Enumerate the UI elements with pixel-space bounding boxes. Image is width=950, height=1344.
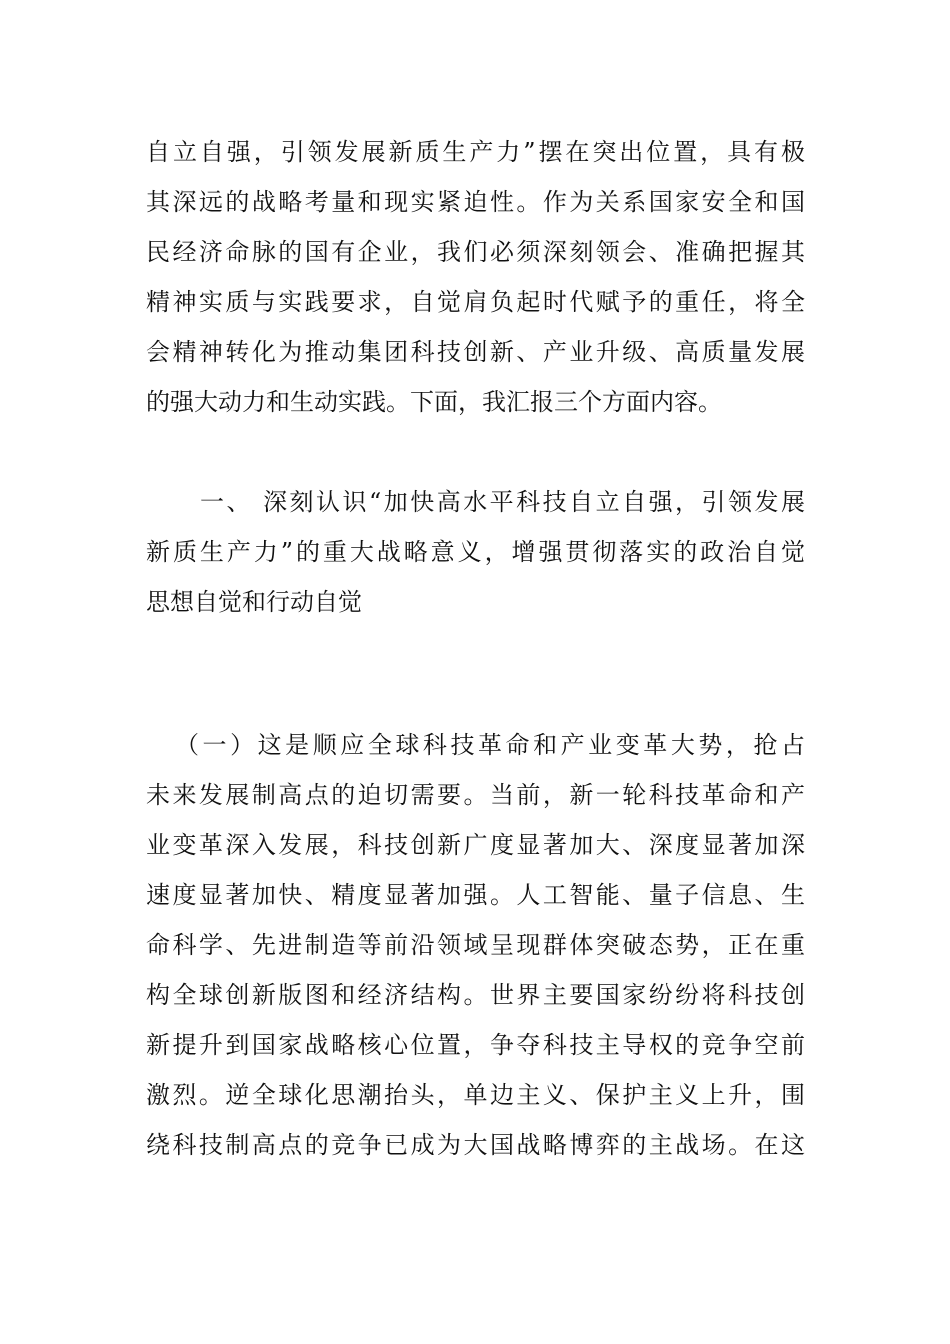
text-line: （一）这是顺应全球科技革命和产业变革大势，抢占 bbox=[175, 731, 805, 759]
text-line: 命科学、先进制造等前沿领域呈现群体突破态势，正在重 bbox=[146, 931, 805, 959]
text-line: 构全球创新版图和经济结构。世界主要国家纷纷将科技创 bbox=[146, 981, 805, 1009]
text-line: 精神实质与实践要求，自觉肩负起时代赋予的重任，将全 bbox=[146, 288, 805, 316]
text-line: 业变革深入发展，科技创新广度显著加大、深度显著加深 bbox=[146, 831, 805, 859]
text-line: 其深远的战略考量和现实紧迫性。作为关系国家安全和国 bbox=[146, 188, 805, 216]
heading-line: 思想自觉和行动自觉 bbox=[146, 588, 362, 616]
text-line: 新提升到国家战略核心位置，争夺科技主导权的竞争空前 bbox=[146, 1031, 805, 1059]
text-line: 民经济命脉的国有企业，我们必须深刻领会、准确把握其 bbox=[146, 238, 805, 266]
text-line: 自立自强，引领发展新质生产力”摆在突出位置，具有极 bbox=[146, 138, 805, 166]
heading-line: 一、 深刻认识“加快高水平科技自立自强，引领发展 bbox=[200, 488, 805, 516]
text-line: 未来发展制高点的迫切需要。当前，新一轮科技革命和产 bbox=[146, 781, 805, 809]
text-line: 会精神转化为推动集团科技创新、产业升级、高质量发展 bbox=[146, 338, 805, 366]
text-line: 绕科技制高点的竞争已成为大国战略博弈的主战场。在这 bbox=[146, 1131, 805, 1159]
text-line: 速度显著加快、精度显著加强。人工智能、量子信息、生 bbox=[146, 881, 805, 909]
text-line: 的强大动力和生动实践。下面，我汇报三个方面内容。 bbox=[146, 388, 722, 416]
heading-line: 新质生产力”的重大战略意义，增强贯彻落实的政治自觉 bbox=[146, 538, 805, 566]
text-line: 激烈。逆全球化思潮抬头，单边主义、保护主义上升，围 bbox=[146, 1081, 805, 1109]
